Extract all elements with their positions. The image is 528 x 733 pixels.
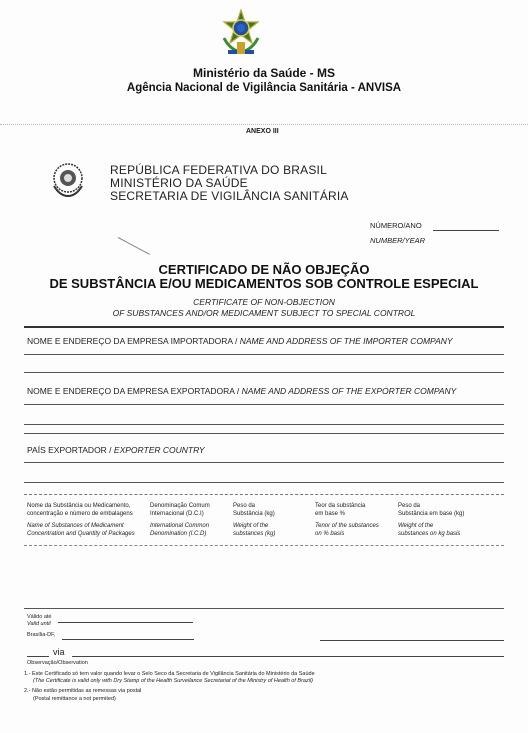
importer-line-1 xyxy=(24,354,504,355)
ministry-name: Ministério da Saúde - MS xyxy=(192,66,336,80)
scan-mark xyxy=(118,237,150,255)
note-2-en: (Postal remittance a not permited) xyxy=(33,696,116,702)
col-weight-pt2: Substância (kg) xyxy=(233,511,275,517)
certificate-title: CERTIFICADO DE NÃO OBJEÇÃO xyxy=(158,262,370,277)
letterhead-ministry: MINISTÉRIO DA SAÚDE xyxy=(110,176,248,190)
letterhead-secretariat: SECRETARIA DE VIGILÂNCIA SANITÁRIA xyxy=(110,189,349,203)
col-name-en2: Concentration and Quantity of Packages xyxy=(27,531,135,537)
importer-line-2 xyxy=(24,372,504,373)
country-label-pt: PAÍS EXPORTADOR / xyxy=(27,445,114,455)
col-tenor-pt2: em base % xyxy=(315,511,346,517)
table-top-rule xyxy=(24,494,504,495)
col-base-weight-en1: Weight of the xyxy=(398,523,434,529)
note-2-pt: 2.- Não estão permitidas as remessas via postal xyxy=(24,688,142,694)
national-seal-icon xyxy=(50,160,86,198)
observation-label: Observação/Observation xyxy=(27,660,88,666)
valid-until-label: Válido até xyxy=(27,614,52,620)
col-dci-en1: International Common xyxy=(150,523,210,529)
table-bottom-rule xyxy=(24,608,504,609)
col-base-weight-header xyxy=(398,502,464,518)
col-base-weight-header-en xyxy=(398,522,460,538)
note-1-pt: 1.- Este Certificado só tem valor quando levar o Selo Seco da Secretaria de Vigilância Sanitária do Ministério da Saúde xyxy=(24,671,315,677)
col-dci-header-en xyxy=(150,522,209,538)
certificate-subject-en: OF SUBSTANCES AND/OR MEDICAMENT SUBJECT TO SPECIAL CONTROL xyxy=(112,308,416,318)
importer-label-pt: NOME E ENDEREÇO DA EMPRESA IMPORTADORA / xyxy=(27,336,240,346)
country-field-label xyxy=(27,445,205,455)
col-tenor-en2: on % basis xyxy=(315,531,345,537)
number-year-label-en: NUMBER/YEAR xyxy=(370,236,426,245)
country-line-1 xyxy=(24,462,504,463)
via-number-field xyxy=(27,656,49,657)
exporter-label-en: NAME AND ADDRESS OF THE EXPORTER COMPANY xyxy=(241,386,457,396)
signature-line xyxy=(320,640,504,641)
importer-label-en: NAME AND ADDRESS OF THE IMPORTER COMPANY xyxy=(239,336,453,346)
col-tenor-header-en xyxy=(315,522,379,538)
col-dci-pt1: Denominação Comum xyxy=(150,503,210,509)
col-weight-pt1: Peso da xyxy=(233,503,256,509)
number-year-label: NÚMERO/ANO xyxy=(370,221,422,230)
scan-line xyxy=(0,124,528,125)
note-1-en: (The Certificate is valid only with Dry Stamp of the Health Surveilance Secretariat of the Ministry of Health of Brazil) xyxy=(33,678,314,684)
via-line xyxy=(72,656,504,657)
annex-label: ANEXO III xyxy=(246,128,279,135)
exporter-field-label xyxy=(27,386,456,396)
col-base-weight-pt1: Peso da xyxy=(398,503,421,509)
col-base-weight-en2: substances on kg basis xyxy=(398,531,461,537)
form-top-rule xyxy=(24,326,504,328)
letterhead-republic: REPÚBLICA FEDERATIVA DO BRASIL xyxy=(110,163,327,177)
importer-field-label xyxy=(27,336,453,346)
country-line-2 xyxy=(24,482,504,483)
country-label-en: EXPORTER COUNTRY xyxy=(113,445,205,455)
brazil-coat-of-arms-emblem xyxy=(218,8,264,58)
valid-until-label-en: Valid until xyxy=(27,621,51,627)
col-dci-en2: Denomination (I.C.D) xyxy=(150,531,207,537)
col-tenor-header xyxy=(315,502,365,518)
col-name-header xyxy=(27,502,133,518)
certificate-title-en: CERTIFICATE OF NON-OBJECTION xyxy=(193,297,335,307)
exporter-label-pt: NOME E ENDEREÇO DA EMPRESA EXPORTADORA / xyxy=(27,386,242,396)
valid-until-field xyxy=(58,622,193,623)
exporter-line-2 xyxy=(24,424,504,425)
number-year-field xyxy=(433,230,499,231)
col-tenor-pt1: Teor da substância xyxy=(315,503,366,509)
col-tenor-en1: Tenor of the substances xyxy=(315,523,379,529)
col-base-weight-pt2: Substância em base (kg) xyxy=(398,511,465,517)
col-name-en1: Name of Substances of Medicament xyxy=(27,523,124,529)
col-weight-en1: Weight of the xyxy=(233,523,269,529)
exporter-line-1 xyxy=(24,404,504,405)
brasilia-label: Brasília-DF, xyxy=(27,632,56,638)
col-name-pt1: Nome da Substância ou Medicamento, xyxy=(27,503,131,509)
agency-name: Agência Nacional de Vigilância Sanitária - ANVISA xyxy=(126,82,402,94)
col-weight-en2: substances (kg) xyxy=(233,531,276,537)
date-field xyxy=(62,639,194,640)
col-dci-pt2: Internacional (D.C.I) xyxy=(150,511,204,517)
certificate-subject: DE SUBSTÂNCIA E/OU MEDICAMENTOS SOB CONTROLE ESPECIAL xyxy=(49,276,479,291)
col-weight-header xyxy=(233,502,275,518)
col-name-pt2: concentração e número de embalagens xyxy=(27,511,133,517)
table-header-rule xyxy=(24,545,504,546)
col-dci-header xyxy=(150,502,210,518)
col-name-header-en xyxy=(27,522,135,538)
exporter-line-3 xyxy=(24,433,504,434)
via-label: via xyxy=(53,647,65,657)
col-weight-header-en xyxy=(233,522,275,538)
